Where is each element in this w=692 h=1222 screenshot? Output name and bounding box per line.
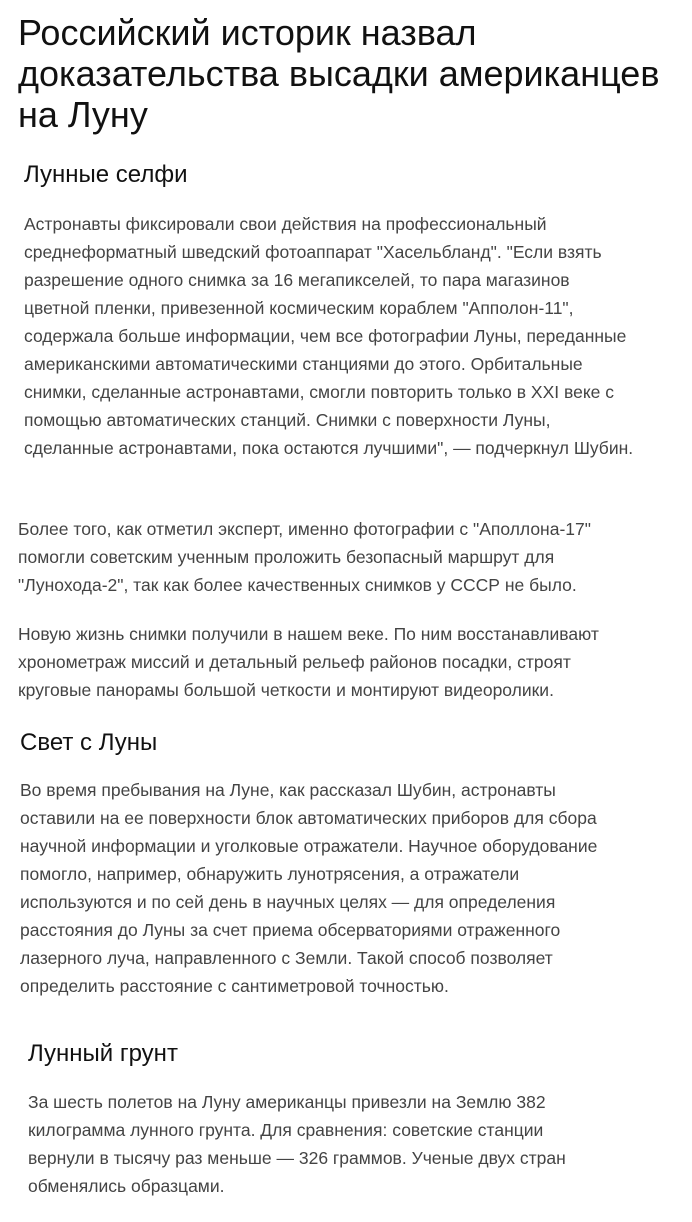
article-title: Российский историк назвал доказательства высадки американцев на Луну bbox=[18, 12, 660, 135]
paragraph-camera: Астронавты фиксировали свои действия на профессиональный среднеформатный шведский фотоаппарат "Хасельбланд". "Если взять разрешение одного снимка за 16 мегапикселей, то пара магазинов цветной пленки, привезенной космическим кораблем "Апполон-11", содержала больше информации, чем все фотографии Луны, переданные американскими автоматическими станциями до этого. Орбитальные снимки, сделанные астронавтами, смогли повторить только в XXI веке с помощью автоматических станций. Снимки с поверхности Луны, сделанные астронавтами, пока остаются лучшими", — подчеркнул Шубин. bbox=[24, 214, 634, 458]
section-heading-lunar-soil: Лунный грунт bbox=[28, 1040, 178, 1067]
paragraph-soil: За шесть полетов на Луну американцы привезли на Землю 382 килограмма лунного грунта. Для сравнения: советские станции вернули в тысячу раз меньше — 326 граммов. Ученые двух стран обменялись образцами. bbox=[28, 1092, 566, 1196]
section-heading-moon-selfies: Лунные селфи bbox=[24, 161, 188, 188]
section-heading-moonlight: Свет с Луны bbox=[20, 729, 158, 756]
paragraph-lunokhod: Более того, как отметил эксперт, именно фотографии с "Аполлона-17" помогли советским ученным проложить безопасный маршрут для "Лунохода-2", так как более качественных снимков у СССР не было. bbox=[18, 519, 591, 595]
paragraph-new-life: Новую жизнь снимки получили в нашем веке. По ним восстанавливают хронометраж миссий и детальный рельеф районов посадки, строят круговые панорамы большой четкости и монтируют видеоролики. bbox=[18, 624, 599, 700]
paragraph-reflectors: Во время пребывания на Луне, как рассказал Шубин, астронавты оставили на ее поверхности блок автоматических приборов для сбора научной информации и уголковые отражатели. Научное оборудование помогло, например, обнаружить лунотрясения, а отражатели используются и по сей день в научных целях — для определения расстояния до Луны за счет приема обсерваториями отраженного лазерного луча, направленного с Земли. Такой способ позволяет определить расстояние с сантиметровой точностью. bbox=[20, 780, 598, 996]
